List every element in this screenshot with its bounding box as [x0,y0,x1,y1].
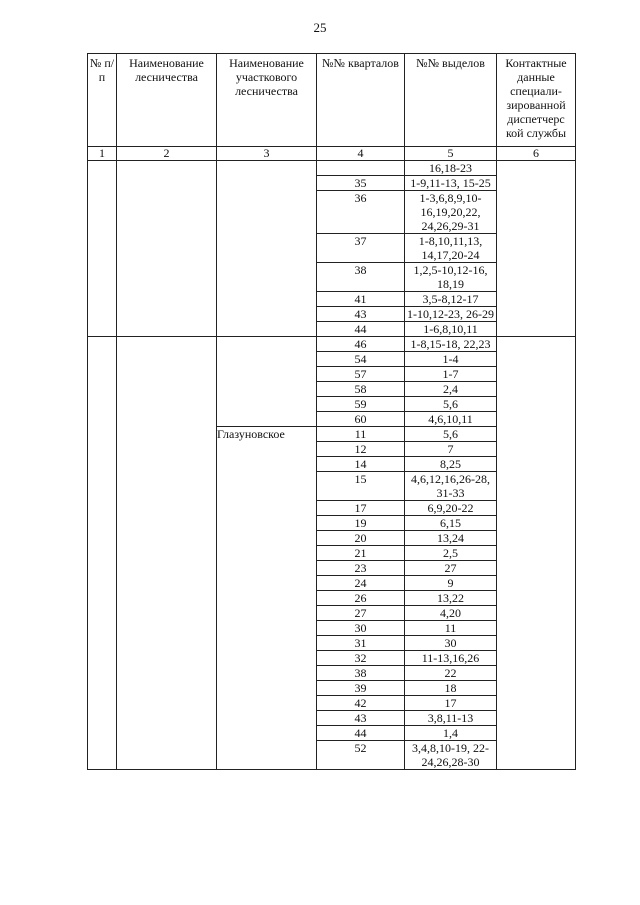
allotment-numbers: 4,6,10,11 [405,412,497,427]
allotment-numbers: 11-13,16,26 [405,651,497,666]
allotment-numbers: 7 [405,442,497,457]
table-row [88,161,576,176]
quarter-number: 15 [317,472,405,501]
allotment-numbers: 9 [405,576,497,591]
contact-cell [497,161,576,337]
quarter-number: 24 [317,576,405,591]
header-forestry-name: Наименование лесничества [117,54,217,147]
allotment-numbers: 1-10,12-23, 26-29 [405,307,497,322]
allotment-numbers: 1-4 [405,352,497,367]
header-number: № п/п [88,54,117,147]
allotment-numbers: 5,6 [405,427,497,442]
allotment-numbers: 1,4 [405,726,497,741]
allotment-numbers: 5,6 [405,397,497,412]
allotment-numbers: 17 [405,696,497,711]
quarter-number: 43 [317,307,405,322]
header-district-forestry-name: Наименование участкового лесничества [217,54,317,147]
allotment-numbers: 4,6,12,16,26-28, 31-33 [405,472,497,501]
quarter-number: 54 [317,352,405,367]
forestry-cell [117,337,217,770]
allotment-numbers: 18 [405,681,497,696]
allotment-numbers: 2,5 [405,546,497,561]
district-forestry-name: Глазуновское [217,427,317,770]
allotment-numbers: 11 [405,621,497,636]
allotment-numbers: 13,22 [405,591,497,606]
allotment-numbers: 1-3,6,8,9,10-16,19,20,22, 24,26,29-31 [405,191,497,234]
allotment-numbers: 3,8,11-13 [405,711,497,726]
column-number: 6 [497,147,576,161]
quarter-number: 59 [317,397,405,412]
district-cell [217,337,317,427]
number-cell [88,161,117,337]
header-row [88,54,576,147]
quarter-number: 60 [317,412,405,427]
allotment-numbers: 1,2,5-10,12-16, 18,19 [405,263,497,292]
allotment-numbers: 1-7 [405,367,497,382]
quarter-number: 43 [317,711,405,726]
column-number: 1 [88,147,117,161]
quarter-number: 41 [317,292,405,307]
district-cell [217,161,317,337]
column-number: 5 [405,147,497,161]
quarter-number: 20 [317,531,405,546]
allotment-numbers: 13,24 [405,531,497,546]
allotment-numbers: 3,4,8,10-19, 22-24,26,28-30 [405,741,497,770]
column-number: 2 [117,147,217,161]
quarter-number: 19 [317,516,405,531]
quarter-number: 58 [317,382,405,397]
quarter-number: 42 [317,696,405,711]
allotment-numbers: 27 [405,561,497,576]
quarter-number: 21 [317,546,405,561]
table-row [88,337,576,352]
quarter-number: 37 [317,234,405,263]
quarter-number: 11 [317,427,405,442]
allotment-numbers: 1-9,11-13, 15-25 [405,176,497,191]
quarter-number: 38 [317,666,405,681]
quarter-number: 27 [317,606,405,621]
page-number: 25 [313,20,327,35]
quarter-number: 46 [317,337,405,352]
allotment-numbers: 6,15 [405,516,497,531]
column-number: 3 [217,147,317,161]
contact-cell [497,337,576,770]
number-cell [88,337,117,770]
allotment-numbers: 4,20 [405,606,497,621]
header-allotments: №№ выделов [405,54,497,147]
quarter-number: 39 [317,681,405,696]
quarter-number: 44 [317,726,405,741]
quarter-number: 52 [317,741,405,770]
allotment-numbers: 16,18-23 [405,161,497,176]
quarter-number: 44 [317,322,405,337]
column-number: 4 [317,147,405,161]
quarter-number: 57 [317,367,405,382]
column-number-row [88,147,576,161]
quarter-number: 26 [317,591,405,606]
allotment-numbers: 30 [405,636,497,651]
allotment-numbers: 3,5-8,12-17 [405,292,497,307]
allotment-numbers: 2,4 [405,382,497,397]
allotment-numbers: 1-8,10,11,13, 14,17,20-24 [405,234,497,263]
allotment-numbers: 6,9,20-22 [405,501,497,516]
quarter-number: 32 [317,651,405,666]
quarter-number: 12 [317,442,405,457]
quarter-number: 35 [317,176,405,191]
header-quarters: №№ кварталов [317,54,405,147]
allotment-numbers: 22 [405,666,497,681]
quarter-number: 31 [317,636,405,651]
quarter-number: 38 [317,263,405,292]
allotment-numbers: 8,25 [405,457,497,472]
quarter-number: 36 [317,191,405,234]
quarter-number: 23 [317,561,405,576]
header-contact-data: Контактные данные специали-зированной диспетчерс кой службы [497,54,576,147]
forest-quarters-table [87,53,576,770]
allotment-numbers: 1-6,8,10,11 [405,322,497,337]
allotment-numbers: 1-8,15-18, 22,23 [405,337,497,352]
quarter-number: 30 [317,621,405,636]
forestry-cell [117,161,217,337]
quarter-number: 14 [317,457,405,472]
quarter-number [317,161,405,176]
quarter-number: 17 [317,501,405,516]
